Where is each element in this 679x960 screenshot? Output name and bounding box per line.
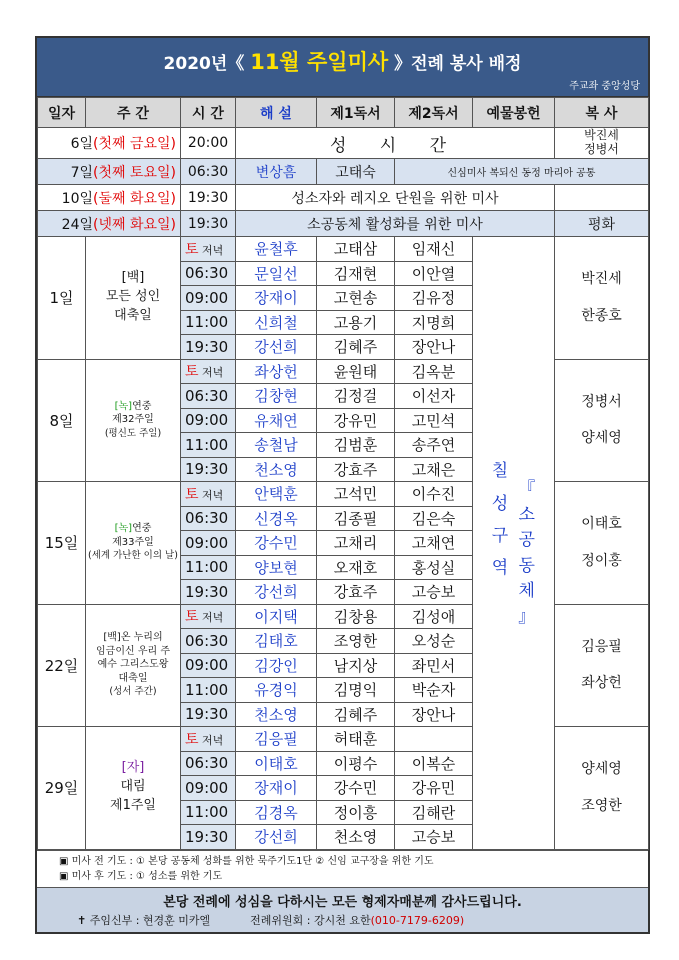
saturday-mark: 토 [185, 609, 199, 626]
week-servers [555, 482, 649, 605]
reader2-name: 이수진 [395, 482, 473, 507]
server-name: 김응필 [581, 638, 622, 655]
reader2-name: 임재신 [395, 237, 473, 262]
special-reader1: 고태숙 [317, 159, 395, 185]
week-row [38, 359, 649, 384]
header-row [38, 98, 649, 128]
reader1-name: 고태삼 [317, 237, 395, 262]
commentator-name: 강선희 [236, 335, 317, 360]
week-servers [555, 359, 649, 482]
special-time: 20:00 [181, 128, 236, 159]
week-date: 15일 [38, 482, 86, 605]
mass-time [181, 237, 236, 262]
server-name: 한종호 [581, 307, 622, 324]
footer [37, 887, 648, 932]
server-name: 이태호 [581, 516, 622, 533]
reader2-name: 김은숙 [395, 506, 473, 531]
mass-time: 11:00 [181, 678, 236, 703]
mass-time [181, 482, 236, 507]
reader2-name: 김해란 [395, 800, 473, 825]
commentator-name: 장재이 [236, 286, 317, 311]
feast-color: [자] [121, 760, 145, 776]
header-offering: 예물봉헌 [473, 98, 555, 128]
special-row [38, 159, 649, 185]
special-row [38, 211, 649, 237]
reader1-name: 김종필 [317, 506, 395, 531]
week-date: 1일 [38, 237, 86, 360]
mass-time [181, 604, 236, 629]
commentator-name: 천소영 [236, 457, 317, 482]
mass-time: 11:00 [181, 800, 236, 825]
reader2-name: 김옥분 [395, 359, 473, 384]
reader1-name: 오재호 [317, 555, 395, 580]
feast-color: [백] [121, 270, 145, 286]
committee-phone: (010-7179-6209) [370, 913, 465, 927]
special-row [38, 128, 649, 159]
commentator-name: 신희철 [236, 310, 317, 335]
mass-time [181, 727, 236, 752]
header-time: 시 간 [181, 98, 236, 128]
server-name: 조영한 [581, 797, 622, 814]
reader2-name: 좌민서 [395, 653, 473, 678]
evening-label: 저녁 [198, 366, 224, 380]
special-content: 소공동체 활성화를 위한 미사 [236, 211, 555, 237]
mass-time: 09:00 [181, 776, 236, 801]
reader1-name: 김정걸 [317, 384, 395, 409]
reader1-name: 김재현 [317, 261, 395, 286]
reader2-name: 장안나 [395, 702, 473, 727]
reader1-name: 남지상 [317, 653, 395, 678]
special-content: 성 시 간 [236, 128, 555, 159]
schedule-table [37, 97, 649, 850]
weeks-body [38, 237, 649, 850]
mass-time: 09:00 [181, 531, 236, 556]
prayer-notes [37, 850, 648, 887]
server-name: 양세영 [581, 430, 622, 447]
header-reader2: 제2독서 [395, 98, 473, 128]
contact-line [37, 912, 648, 928]
mass-time: 19:30 [181, 457, 236, 482]
special-row [38, 185, 649, 211]
commentator-name: 김태호 [236, 629, 317, 654]
feast-color: [녹] [114, 523, 133, 535]
saturday-mark: 토 [185, 731, 199, 748]
mass-time: 11:00 [181, 555, 236, 580]
mass-time: 09:00 [181, 653, 236, 678]
reader1-name: 강효주 [317, 457, 395, 482]
special-server: 박진세 정병서 [555, 128, 649, 159]
reader2-name: 고채은 [395, 457, 473, 482]
special-date: 7일(첫째 토요일) [38, 159, 181, 185]
header-reader1: 제1독서 [317, 98, 395, 128]
reader1-name: 강유민 [317, 408, 395, 433]
mass-time: 11:00 [181, 310, 236, 335]
pastor-name: ✝ 주임신부 : 현경훈 미카엘 [77, 913, 211, 927]
special-date: 10일(둘째 화요일) [38, 185, 181, 211]
reader1-name: 천소영 [317, 825, 395, 850]
commentator-name: 유채연 [236, 408, 317, 433]
committee-name: 전례위원회 : 강시천 요한 [250, 913, 371, 927]
reader1-name: 이평수 [317, 751, 395, 776]
special-content: 성소자와 레지오 단원을 위한 미사 [236, 185, 555, 211]
reader2-name: 박순자 [395, 678, 473, 703]
title-bar [37, 38, 648, 97]
commentator-name: 강수민 [236, 531, 317, 556]
special-server: 평화 [555, 211, 649, 237]
reader2-name: 이안열 [395, 261, 473, 286]
server-name: 박진세 [581, 271, 622, 288]
mass-time: 06:30 [181, 261, 236, 286]
server-name: 정병서 [581, 393, 622, 410]
special-date: 6일(첫째 금요일) [38, 128, 181, 159]
title-highlight: 11월 주일미사 [250, 50, 389, 74]
evening-label: 저녁 [198, 733, 224, 747]
week-servers [555, 604, 649, 727]
reader2-name: 고채연 [395, 531, 473, 556]
commentator-name: 유경익 [236, 678, 317, 703]
feast-name: 온 누리의 임금이신 우리 주 예수 그리스도왕 대축일 [96, 632, 170, 684]
reader2-name: 고민석 [395, 408, 473, 433]
special-time: 06:30 [181, 159, 236, 185]
header-date: 일자 [38, 98, 86, 128]
mass-time: 19:30 [181, 580, 236, 605]
week-row [38, 482, 649, 507]
reader2-name: 김유정 [395, 286, 473, 311]
server-name: 정이홍 [581, 552, 622, 569]
reader1-name: 김혜주 [317, 335, 395, 360]
evening-label: 저녁 [198, 243, 224, 257]
feast-note: (세계 가난한 이의 날) [88, 550, 178, 562]
special-server [555, 185, 649, 211]
week-row [38, 237, 649, 262]
reader1-name: 고현송 [317, 286, 395, 311]
header-commentator: 해 설 [236, 98, 317, 128]
reader2-name: 김성애 [395, 604, 473, 629]
week-date: 22일 [38, 604, 86, 727]
commentator-name: 좌상헌 [236, 359, 317, 384]
parish-name: 주교좌 중앙성당 [569, 81, 640, 92]
reader1-name: 김창용 [317, 604, 395, 629]
page-title [37, 46, 648, 76]
commentator-name: 양보현 [236, 555, 317, 580]
reader1-name: 허태훈 [317, 727, 395, 752]
commentator-name: 문일선 [236, 261, 317, 286]
saturday-mark: 토 [185, 364, 199, 381]
mass-time: 19:30 [181, 702, 236, 727]
commentator-name: 이태호 [236, 751, 317, 776]
offering-group [473, 237, 555, 850]
server-name: 양세영 [581, 761, 622, 778]
title-close-mark: 》 [394, 54, 412, 74]
feast-note: (평신도 주일) [104, 427, 162, 439]
feast-color: [녹] [114, 400, 133, 412]
reader1-name: 고석민 [317, 482, 395, 507]
mass-time: 09:00 [181, 286, 236, 311]
reader2-name: 송주연 [395, 433, 473, 458]
week-row [38, 604, 649, 629]
title-open-mark: 《 [227, 54, 245, 74]
reader2-name: 오성순 [395, 629, 473, 654]
header-week: 주 간 [86, 98, 181, 128]
commentator-name: 윤철후 [236, 237, 317, 262]
offering-community: 『 소 공 동 체 』 [518, 479, 536, 627]
reader1-name: 조영한 [317, 629, 395, 654]
saturday-mark: 토 [185, 241, 199, 258]
week-feast [86, 604, 181, 727]
reader2-name: 장안나 [395, 335, 473, 360]
commentator-name: 이지택 [236, 604, 317, 629]
commentator-name: 강선희 [236, 825, 317, 850]
special-date: 24일(넷째 화요일) [38, 211, 181, 237]
commentator-name: 김경옥 [236, 800, 317, 825]
reader1-name: 정이흥 [317, 800, 395, 825]
mass-time: 06:30 [181, 384, 236, 409]
reader2-name [395, 727, 473, 752]
reader2-name: 홍성실 [395, 555, 473, 580]
commentator-name: 천소영 [236, 702, 317, 727]
commentator-name: 신경옥 [236, 506, 317, 531]
feast-name: 연중 제33주일 [112, 523, 154, 548]
reader1-name: 김범훈 [317, 433, 395, 458]
mass-time: 06:30 [181, 506, 236, 531]
note-line: ▣ 미사 전 기도 : ① 본당 공동체 성화를 위한 묵주기도1단 ② 신임 교구장을 위한 기도 [59, 855, 434, 867]
feast-note: (성서 주간) [109, 686, 157, 698]
reader2-name: 고승보 [395, 825, 473, 850]
week-feast [86, 359, 181, 482]
server-name: 좌상헌 [581, 675, 622, 692]
week-row [38, 727, 649, 752]
reader1-name: 고용기 [317, 310, 395, 335]
reader2-name: 고승보 [395, 580, 473, 605]
saturday-mark: 토 [185, 486, 199, 503]
reader1-name: 강효주 [317, 580, 395, 605]
note-line: ▣ 미사 후 기도 : ① 성소를 위한 기도 [59, 870, 223, 882]
reader2-name: 강유민 [395, 776, 473, 801]
mass-time: 09:00 [181, 408, 236, 433]
week-servers [555, 727, 649, 850]
commentator-name: 김강인 [236, 653, 317, 678]
special-content: 신심미사 복되신 동정 마리아 공통 [395, 159, 649, 185]
thanks-message: 본당 전례에 성심을 다하시는 모든 형제자매분께 감사드립니다. [163, 894, 522, 910]
mass-time: 06:30 [181, 751, 236, 776]
commentator-name: 안택훈 [236, 482, 317, 507]
reader1-name: 강수민 [317, 776, 395, 801]
commentator-name: 강선희 [236, 580, 317, 605]
reader2-name: 지명희 [395, 310, 473, 335]
commentator-name: 송철남 [236, 433, 317, 458]
reader1-name: 윤원태 [317, 359, 395, 384]
week-feast [86, 237, 181, 360]
week-date: 29일 [38, 727, 86, 850]
week-servers [555, 237, 649, 360]
mass-time: 19:30 [181, 825, 236, 850]
mass-time: 19:30 [181, 335, 236, 360]
mass-time: 06:30 [181, 629, 236, 654]
mass-time: 11:00 [181, 433, 236, 458]
special-time: 19:30 [181, 211, 236, 237]
special-commentator: 변상흠 [236, 159, 317, 185]
commentator-name: 김창현 [236, 384, 317, 409]
reader1-name: 고채리 [317, 531, 395, 556]
reader2-name: 이선자 [395, 384, 473, 409]
feast-name: 대림 제1주일 [110, 779, 156, 814]
reader1-name: 김명익 [317, 678, 395, 703]
week-date: 8일 [38, 359, 86, 482]
week-feast [86, 482, 181, 605]
feast-name: 연중 제32주일 [112, 400, 154, 426]
week-feast [86, 727, 181, 850]
commentator-name: 김응필 [236, 727, 317, 752]
special-time: 19:30 [181, 185, 236, 211]
evening-label: 저녁 [198, 488, 224, 502]
reader2-name: 이복순 [395, 751, 473, 776]
title-rest: 전례 봉사 배정 [411, 54, 522, 74]
commentator-name: 장재이 [236, 776, 317, 801]
feast-name: 모든 성인 대축일 [105, 289, 161, 324]
evening-label: 저녁 [198, 611, 224, 625]
title-year: 2020년 [163, 54, 228, 74]
offering-district: 칠 성 구 역 [491, 461, 509, 579]
reader1-name: 김혜주 [317, 702, 395, 727]
header-server: 복 사 [555, 98, 649, 128]
feast-color: [백] [103, 632, 121, 644]
mass-time [181, 359, 236, 384]
schedule-sheet [35, 36, 650, 934]
